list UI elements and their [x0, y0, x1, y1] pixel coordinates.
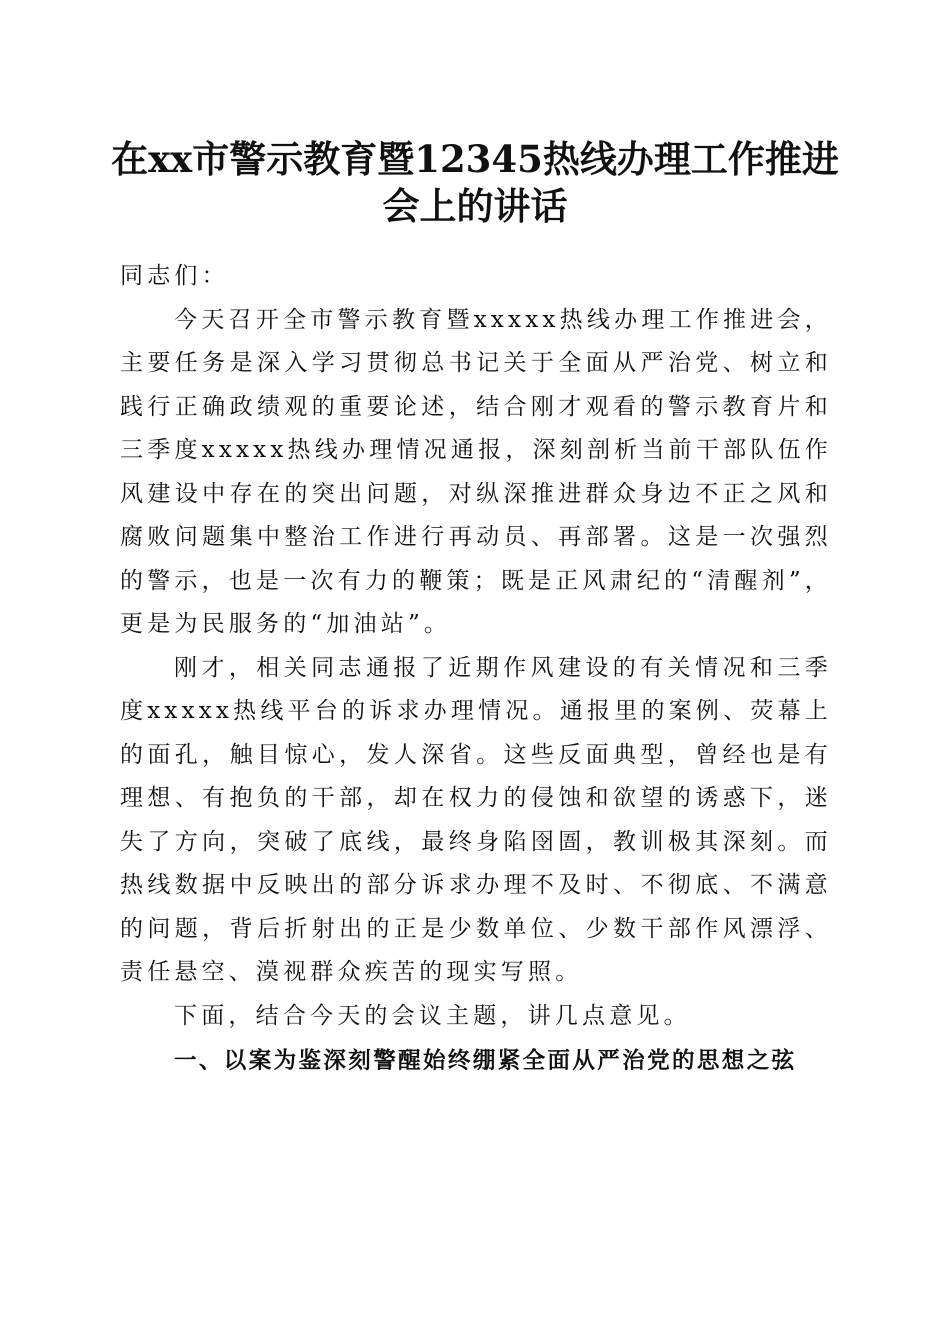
paragraph-intro: 今天召开全市警示教育暨xxxxx热线办理工作推进会，主要任务是深入学习贯彻总书记关于全面从严治党、树立和践行正确政绩观的重要论述，结合刚才观看的警示教育片和三季度xxxxx热线办理情况通报，深刻剖析当前干部队伍作风建设中存在的突出问题，对纵深推进群众身边不正之风和腐败问题集中整治工作进行再动员、再部署。这是一次强烈的警示，也是一次有力的鞭策；既是正风肃纪的“清醒剂”，更是为民服务的“加油站”。 — [120, 306, 832, 637]
page-title — [100, 136, 850, 230]
speech-body — [120, 250, 832, 1084]
section-heading-1: 一、以案为鉴深刻警醒始终绷紧全面从严治党的思想之弦 — [174, 1048, 797, 1074]
paragraph-report: 刚才，相关同志通报了近期作风建设的有关情况和三季度xxxxx热线平台的诉求办理情况。通报里的案例、荧幕上的面孔，触目惊心，发人深省。这些反面典型，曾经也是有理想、有抱负的干部，却在权力的侵蚀和欲望的诱惑下，迷失了方向，突破了底线，最终身陷囹圄，教训极其深刻。而热线数据中反映出的部分诉求办理不及时、不彻底、不满意的问题，背后折射出的正是少数单位、少数干部作风漂浮、责任悬空、漠视群众疾苦的现实写照。 — [120, 654, 832, 985]
paragraph-transition: 下面，结合今天的会议主题，讲几点意见。 — [174, 1002, 691, 1029]
title-line-1: 在xx市警示教育暨12345热线办理工作推进 — [111, 137, 839, 181]
title-line-2: 会上的讲话 — [382, 184, 568, 228]
salutation: 同志们： — [120, 263, 229, 289]
